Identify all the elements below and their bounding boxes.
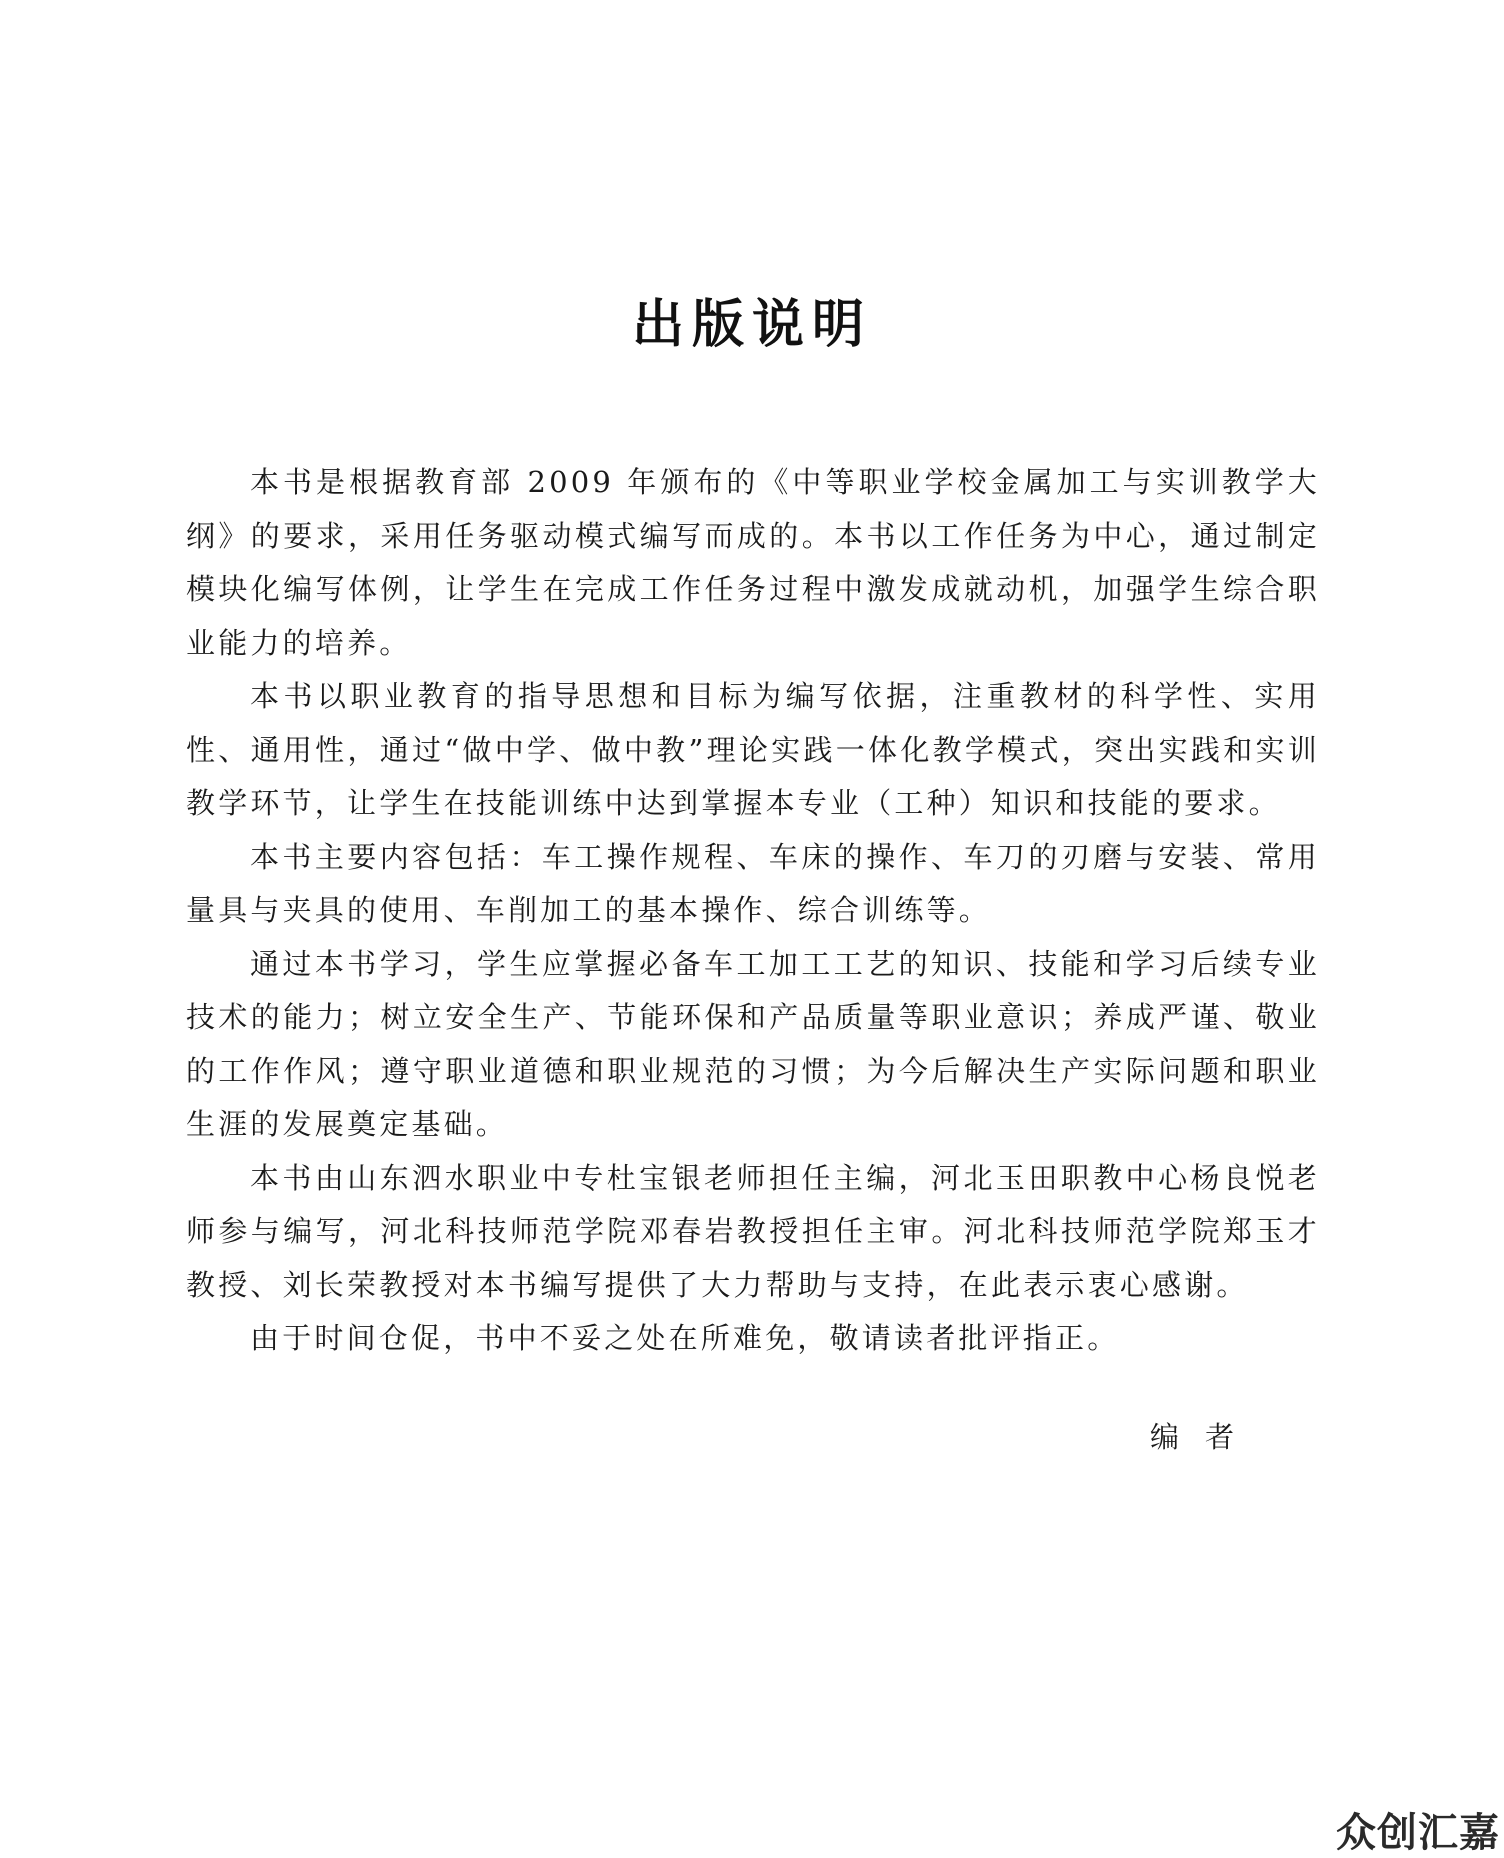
body-text [186, 456, 1320, 1366]
paragraph-5: 本书由山东泗水职业中专杜宝银老师担任主编，河北玉田职教中心杨良悦老师参与编写，河北科技师范学院邓春岩教授担任主审。河北科技师范学院郑玉才教授、刘长荣教授对本书编写提供了大力帮助与支持，在此表示衷心感谢。 [186, 1160, 1320, 1302]
watermark-logo: 众创汇嘉 [1336, 1810, 1500, 1856]
paragraph-3: 本书主要内容包括：车工操作规程、车床的操作、车刀的刃磨与安装、常用量具与夹具的使用、车削加工的基本操作、综合训练等。 [186, 839, 1320, 927]
paragraph-6: 由于时间仓促，书中不妥之处在所难免，敬请读者批评指正。 [250, 1321, 1120, 1355]
paragraph-2: 本书以职业教育的指导思想和目标为编写依据，注重教材的科学性、实用性、通用性，通过“做中学、做中教”理论实践一体化教学模式，突出实践和实训教学环节，让学生在技能训练中达到掌握本专业（工种）知识和技能的要求。 [186, 679, 1320, 820]
paragraph-4: 通过本书学习，学生应掌握必备车工加工工艺的知识、技能和学习后续专业技术的能力；树立安全生产、节能环保和产品质量等职业意识；养成严谨、敬业的工作作风；遵守职业道德和职业规范的习惯；为今后解决生产实际问题和职业生涯的发展奠定基础。 [186, 946, 1320, 1141]
signature: 编者 [1150, 1420, 1261, 1454]
page-title: 出版说明 [631, 295, 872, 355]
paragraph-1: 本书是根据教育部 2009 年颁布的《中等职业学校金属加工与实训教学大纲》的要求，采用任务驱动模式编写而成的。本书以工作任务为中心，通过制定模块化编写体例，让学生在完成工作任务过程中激发成就动机，加强学生综合职业能力的培养。 [186, 465, 1320, 660]
